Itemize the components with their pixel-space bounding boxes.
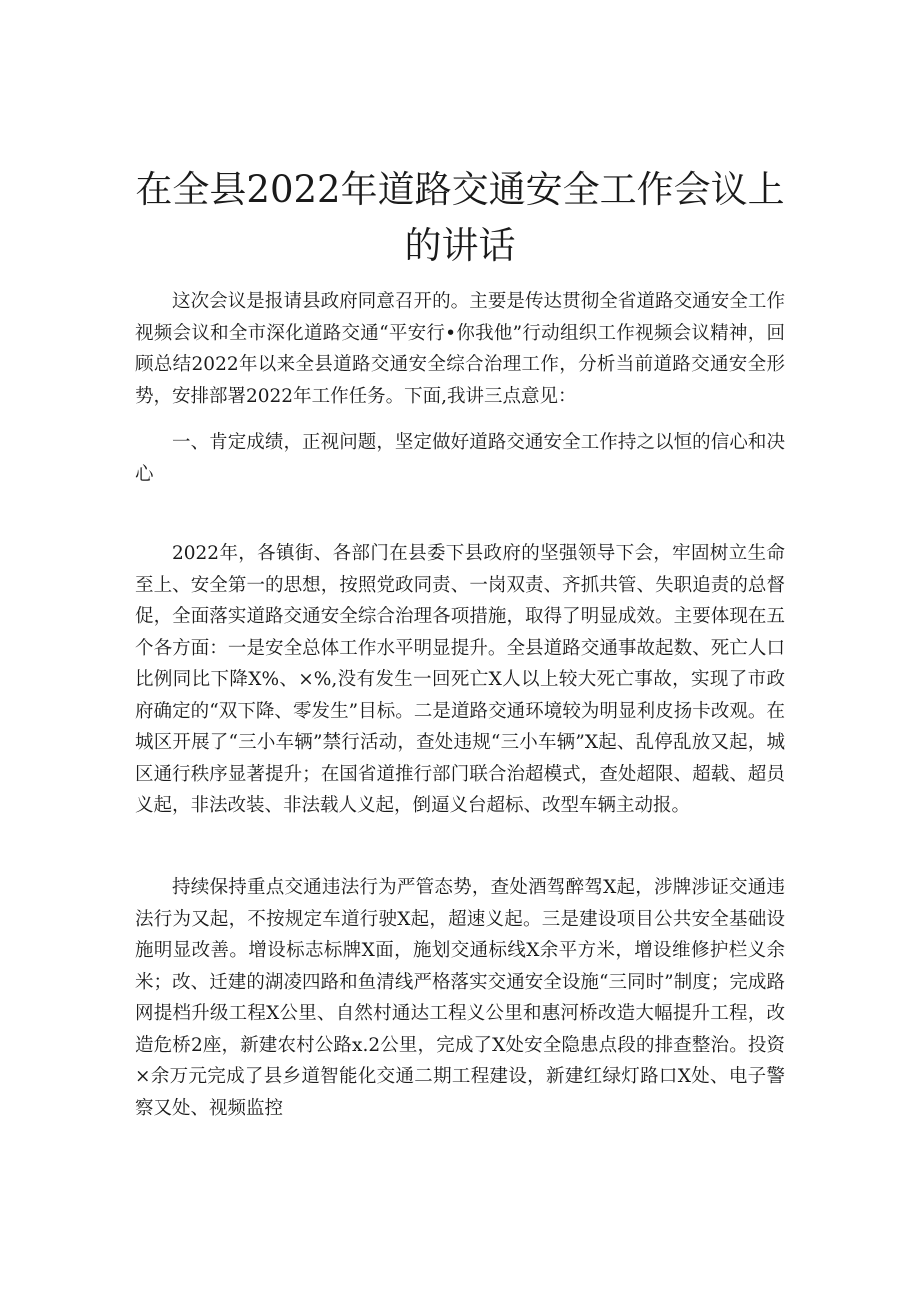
document-title: 在全县2022年道路交通安全工作会议上的讲话 bbox=[135, 168, 785, 267]
section-heading-1: 一、肯定成绩，正视问题，坚定做好道路交通安全工作持之以恒的信心和决心 bbox=[135, 432, 785, 485]
paragraph-achievements: 2022年，各镇街、各部门在县委下县政府的坚强领导下会，牢固树立生命至上、安全第一的思想，按照党政同责、一岗双责、齐抓共管、失职追责的总督促，全面落实道路交通安全综合治理各项措施，取得了明显成效。主要体现在五个各方面：一是安全总体工作水平明显提升。全县道路交通事故起数、死亡人口比例同比下降X%、×%,没有发生一回死亡X人以上较大死亡事故，实现了市政府确定的“双下降、零发生”目标。二是道路交通环境较为明显利皮扬卡改观。在城区开展了“三小车辆”禁行活动，查处违规“三小车辆”X起、乱停乱放又起，城区通行秩序显著提升；在国省道推行部门联合治超模式，查处超限、超载、超员义起，非法改装、非法载人义起，倒逼义台超标、改型车辆主动报。 bbox=[135, 543, 785, 816]
paragraph-enforcement: 持续保持重点交通违法行为严管态势，查处酒驾醉驾X起，涉牌涉证交通违法行为又起，不按规定车道行驶X起，超速义起。三是建设项目公共安全基础设施明显改善。增设标志标牌X面，施划交通标线X余平方米，增设维修护栏义余米；改、迁建的湖凌四路和鱼清线严格落实交通安全设施“三同时”制度；完成路网提档升级工程X公里、自然村通达工程义公里和惠河桥改造大幅提升工程，改造危桥2座，新建农村公路x.2公里，完成了X处安全隐患点段的排查整治。投资×余万元完成了县乡道智能化交通二期工程建设，新建红绿灯路口X处、电子警察又处、视频监控 bbox=[135, 877, 785, 1119]
paragraph-intro: 这次会议是报请县政府同意召开的。主要是传达贯彻全省道路交通安全工作视频会议和全市深化道路交通“平安行•你我他”行动组织工作视频会议精神，回顾总结2022年以来全县道路交通安全综合治理工作，分析当前道路交通安全形势，安排部署2022年工作任务。下面,我讲三点意见： bbox=[135, 291, 785, 407]
